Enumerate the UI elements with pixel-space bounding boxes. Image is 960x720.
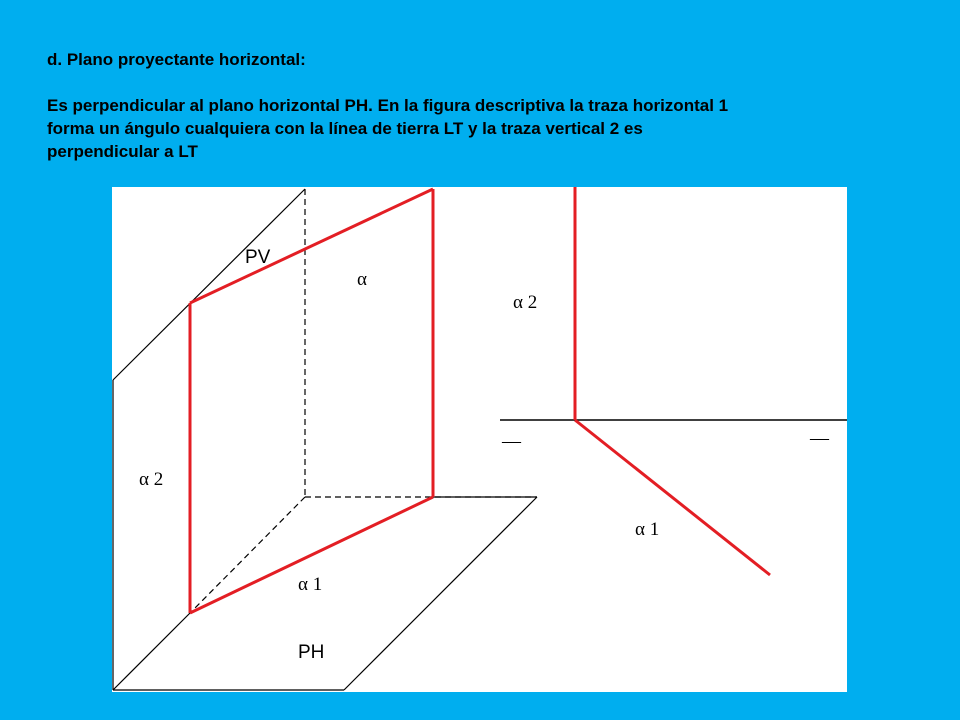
projection-diagram: [112, 187, 847, 692]
lt-mark-right: —: [810, 428, 829, 449]
ph-hidden-edge: [190, 497, 305, 613]
alpha2-label-3d: α 2: [139, 469, 164, 490]
alpha-label: α: [357, 269, 367, 290]
pv-top-edge: [113, 189, 305, 380]
alpha1-label-2d: α 1: [635, 519, 660, 540]
pv-label: PV: [245, 247, 271, 268]
ph-left-edge: [113, 613, 190, 690]
description-line-1: Es perpendicular al plano horizontal PH. En la figura descriptiva la traza horizontal 1: [47, 96, 729, 115]
slide-text: [47, 48, 947, 163]
text-spacer: [47, 71, 947, 94]
ph-label: PH: [298, 642, 325, 663]
description-line-2: forma un ángulo cualquiera con la línea de tierra LT y la traza vertical 2 es: [47, 119, 643, 138]
projection-figure: [112, 187, 847, 692]
slide-heading: d. Plano proyectante horizontal:: [47, 50, 306, 69]
lt-mark-left: —: [502, 431, 521, 452]
alpha1-trace-2d: [575, 420, 770, 575]
alpha1-label-3d: α 1: [298, 574, 323, 595]
alpha-top-edge: [190, 189, 433, 303]
alpha2-label-2d: α 2: [513, 292, 538, 313]
description-line-3: perpendicular a LT: [47, 142, 198, 161]
alpha1-trace-3d: [190, 497, 433, 613]
